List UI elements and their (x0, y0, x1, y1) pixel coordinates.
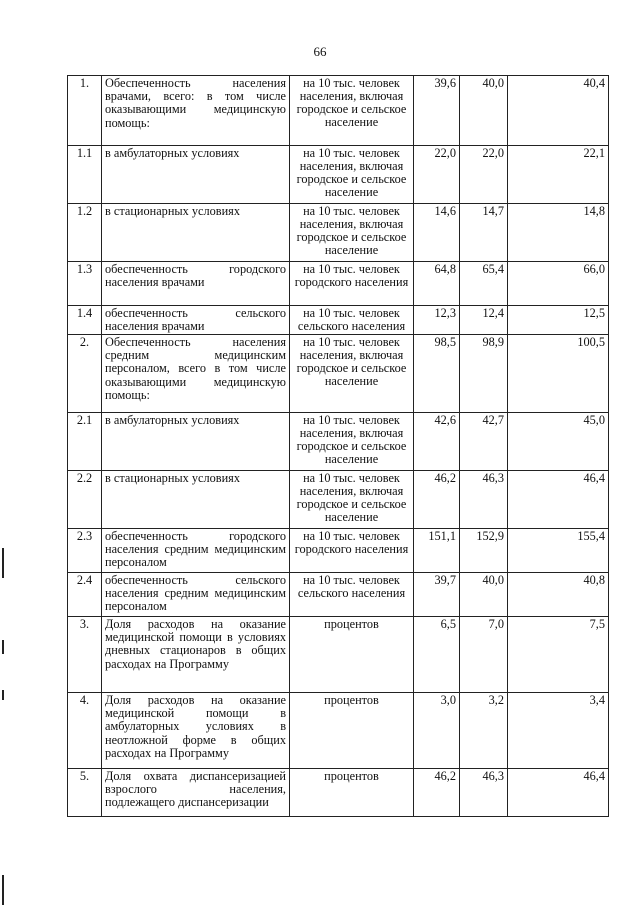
value-year-1: 46,2 (414, 769, 460, 817)
value-year-2: 46,3 (460, 769, 508, 817)
indicator-name: обеспеченность городского населения средним медицинским персоналом (102, 529, 290, 573)
row-number: 2.3 (68, 529, 102, 573)
row-number: 1.3 (68, 262, 102, 306)
margin-mark (2, 690, 4, 700)
unit-of-measure: на 10 тыс. человек населения, включая городское и сельское население (290, 413, 414, 471)
row-number: 2. (68, 335, 102, 413)
value-year-1: 39,6 (414, 76, 460, 146)
row-number: 2.2 (68, 471, 102, 529)
value-year-2: 40,0 (460, 76, 508, 146)
value-year-2: 40,0 (460, 573, 508, 617)
value-year-2: 14,7 (460, 204, 508, 262)
unit-of-measure: на 10 тыс. человек сельского населения (290, 306, 414, 335)
value-year-2: 12,4 (460, 306, 508, 335)
table-row (68, 769, 609, 817)
unit-of-measure: на 10 тыс. человек населения, включая городское и сельское население (290, 204, 414, 262)
value-year-1: 3,0 (414, 693, 460, 769)
value-year-3: 22,1 (508, 146, 609, 204)
value-year-3: 46,4 (508, 769, 609, 817)
table-row (68, 262, 609, 306)
table-row (68, 471, 609, 529)
unit-of-measure: на 10 тыс. человек сельского населения (290, 573, 414, 617)
unit-of-measure: на 10 тыс. человек населения, включая городское и сельское население (290, 335, 414, 413)
value-year-2: 46,3 (460, 471, 508, 529)
value-year-3: 7,5 (508, 617, 609, 693)
row-number: 1.2 (68, 204, 102, 262)
indicator-name: обеспеченность городского населения врачами (102, 262, 290, 306)
table-row (68, 573, 609, 617)
value-year-3: 155,4 (508, 529, 609, 573)
indicator-name: Обеспеченность населения средним медицинским персоналом, всего в том числе оказывающими медицинскую помощь: (102, 335, 290, 413)
table-row (68, 529, 609, 573)
value-year-3: 40,4 (508, 76, 609, 146)
value-year-1: 64,8 (414, 262, 460, 306)
table-row (68, 335, 609, 413)
indicator-name: в амбулаторных условиях (102, 413, 290, 471)
row-number: 1. (68, 76, 102, 146)
row-number: 1.4 (68, 306, 102, 335)
indicator-name: Доля охвата диспансеризацией взрослого населения, подлежащего диспансеризации (102, 769, 290, 817)
indicator-name: в амбулаторных условиях (102, 146, 290, 204)
value-year-2: 98,9 (460, 335, 508, 413)
value-year-2: 152,9 (460, 529, 508, 573)
margin-mark (2, 548, 4, 578)
unit-of-measure: на 10 тыс. человек населения, включая городское и сельское население (290, 146, 414, 204)
table-row (68, 617, 609, 693)
value-year-3: 45,0 (508, 413, 609, 471)
table-row (68, 306, 609, 335)
value-year-3: 14,8 (508, 204, 609, 262)
value-year-1: 46,2 (414, 471, 460, 529)
unit-of-measure: на 10 тыс. человек населения, включая городское и сельское население (290, 471, 414, 529)
row-number: 4. (68, 693, 102, 769)
margin-mark (2, 875, 4, 905)
value-year-1: 12,3 (414, 306, 460, 335)
margin-mark (2, 640, 4, 654)
value-year-1: 39,7 (414, 573, 460, 617)
value-year-2: 3,2 (460, 693, 508, 769)
value-year-1: 22,0 (414, 146, 460, 204)
value-year-3: 46,4 (508, 471, 609, 529)
unit-of-measure: на 10 тыс. человек населения, включая городское и сельское население (290, 76, 414, 146)
table-row (68, 76, 609, 146)
indicator-name: Доля расходов на оказание медицинской помощи в амбулаторных условиях в неотложной форме в общих расходах на Программу (102, 693, 290, 769)
unit-of-measure: процентов (290, 769, 414, 817)
value-year-1: 42,6 (414, 413, 460, 471)
row-number: 2.1 (68, 413, 102, 471)
value-year-2: 7,0 (460, 617, 508, 693)
unit-of-measure: на 10 тыс. человек городского населения (290, 529, 414, 573)
value-year-3: 66,0 (508, 262, 609, 306)
row-number: 1.1 (68, 146, 102, 204)
value-year-1: 6,5 (414, 617, 460, 693)
indicator-name: Обеспеченность населения врачами, всего: в том числе оказывающими медицинскую помощь: (102, 76, 290, 146)
value-year-2: 42,7 (460, 413, 508, 471)
page-number: 66 (313, 44, 327, 59)
indicator-name: в стационарных условиях (102, 204, 290, 262)
row-number: 2.4 (68, 573, 102, 617)
row-number: 3. (68, 617, 102, 693)
table-row (68, 693, 609, 769)
table-row (68, 146, 609, 204)
indicator-name: Доля расходов на оказание медицинской помощи в условиях дневных стационаров в общих расходах на Программу (102, 617, 290, 693)
value-year-3: 3,4 (508, 693, 609, 769)
value-year-1: 14,6 (414, 204, 460, 262)
indicators-table (67, 75, 609, 817)
indicator-name: обеспеченность сельского населения средним медицинским персоналом (102, 573, 290, 617)
value-year-2: 65,4 (460, 262, 508, 306)
value-year-1: 98,5 (414, 335, 460, 413)
unit-of-measure: процентов (290, 617, 414, 693)
value-year-1: 151,1 (414, 529, 460, 573)
value-year-2: 22,0 (460, 146, 508, 204)
table-row (68, 204, 609, 262)
table-row (68, 413, 609, 471)
unit-of-measure: процентов (290, 693, 414, 769)
indicator-name: в стационарных условиях (102, 471, 290, 529)
unit-of-measure: на 10 тыс. человек городского населения (290, 262, 414, 306)
indicator-name: обеспеченность сельского населения врачами (102, 306, 290, 335)
value-year-3: 40,8 (508, 573, 609, 617)
value-year-3: 100,5 (508, 335, 609, 413)
value-year-3: 12,5 (508, 306, 609, 335)
row-number: 5. (68, 769, 102, 817)
